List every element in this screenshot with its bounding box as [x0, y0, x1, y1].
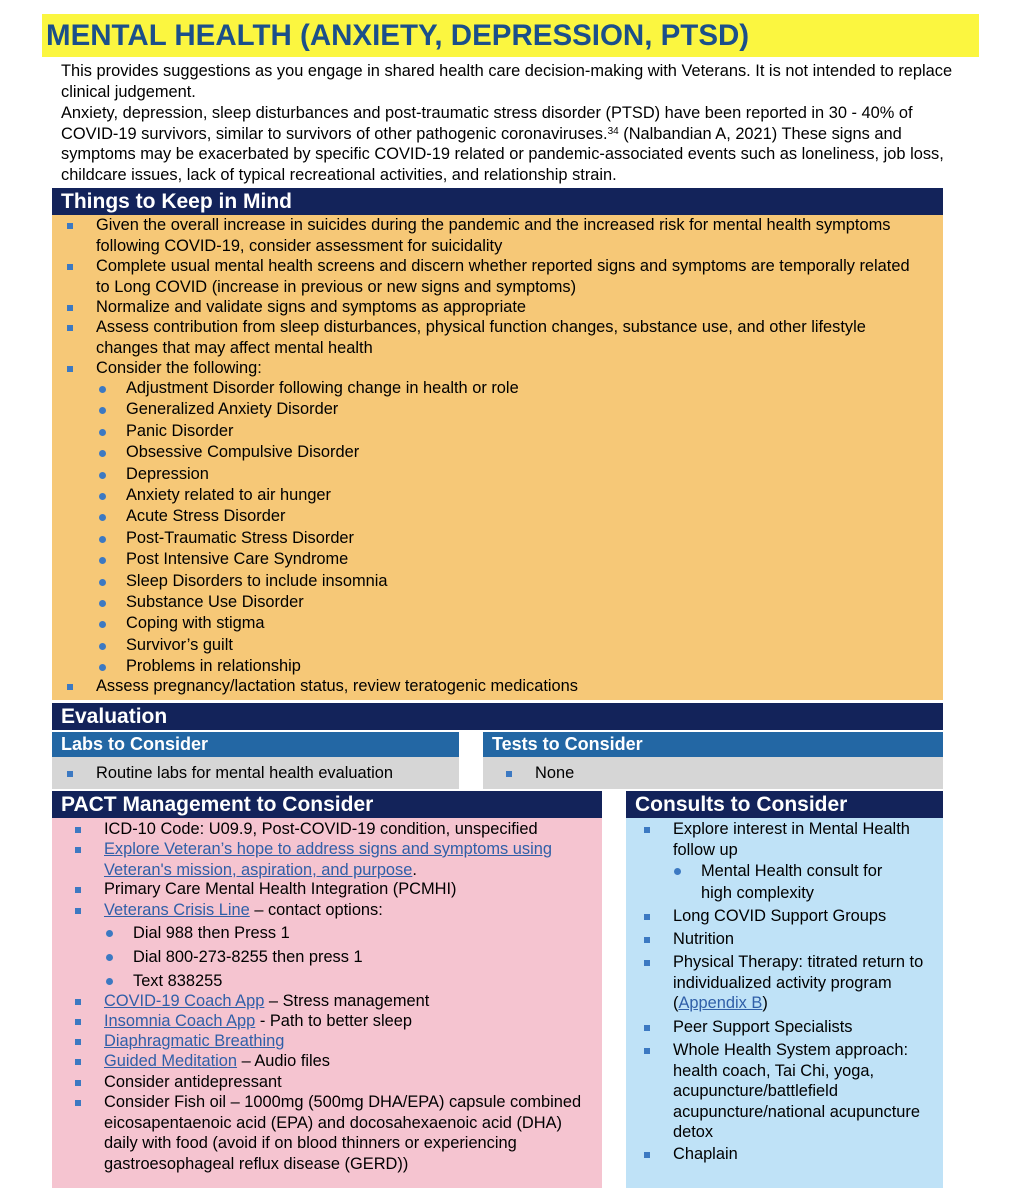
list-item: Nutrition	[673, 929, 931, 950]
list-item: Peer Support Specialists	[673, 1017, 931, 1038]
bullet-icon	[106, 978, 113, 985]
consider-item: Substance Use Disorder	[126, 592, 886, 613]
consider-item: Generalized Anxiety Disorder	[126, 399, 886, 420]
bullet-icon	[75, 887, 81, 893]
list-item: None	[535, 763, 915, 784]
bullet-icon	[99, 557, 106, 564]
bullet-icon	[99, 621, 106, 628]
list-item: Consider Fish oil – 1000mg (500mg DHA/EPA) capsule combined eicosapentaenoic acid (EPA) and docosahexaenoic acid (DHA) daily with food (avoid if on blood thinners or experiencing gastroesophageal reflux disease (GERD))	[104, 1092, 594, 1174]
consider-item: Problems in relationship	[126, 656, 886, 677]
pact-panel	[52, 818, 602, 1188]
bullet-icon	[644, 914, 650, 920]
bullet-icon	[99, 536, 106, 543]
list-item: Whole Health System approach: health coach, Tai Chi, yoga, acupuncture/battlefield acupuncture/national acupuncture detox	[673, 1040, 931, 1143]
list-item: Mental Health consult for high complexity	[701, 861, 911, 904]
bullet-icon	[99, 429, 106, 436]
intro-disclaimer: This provides suggestions as you engage in shared health care decision-making with Veterans. It is not intended to replace clinical judgement.	[61, 62, 953, 101]
consider-item: Post Intensive Care Syndrome	[126, 549, 886, 570]
bullet-icon	[67, 223, 73, 229]
list-item: Normalize and validate signs and symptoms as appropriate	[96, 297, 926, 318]
list-item: Consider the following:	[96, 358, 926, 379]
list-item: Veterans Crisis Line – contact options:	[104, 900, 594, 921]
bullet-icon	[644, 960, 650, 966]
explore-link[interactable]: Explore Veteran’s hope to address signs and symptoms using Veteran's mission, aspiration, and purpose	[104, 840, 552, 879]
consults-panel	[626, 818, 943, 1188]
consider-item: Sleep Disorders to include insomnia	[126, 571, 886, 592]
consider-item: Adjustment Disorder following change in health or role	[126, 378, 886, 399]
keep-in-mind-heading: Things to Keep in Mind	[52, 188, 943, 215]
consider-item: Obsessive Compulsive Disorder	[126, 442, 886, 463]
bullet-icon	[67, 684, 73, 690]
bullet-icon	[644, 937, 650, 943]
bullet-icon	[99, 386, 106, 393]
bullet-icon	[75, 999, 81, 1005]
list-item: Guided Meditation – Audio files	[104, 1051, 594, 1072]
tests-panel	[483, 757, 943, 789]
bullet-icon	[67, 325, 73, 331]
list-item: Chaplain	[673, 1144, 931, 1165]
bullet-icon	[99, 600, 106, 607]
list-item: Explore interest in Mental Health follow up	[673, 819, 931, 860]
bullet-icon	[75, 1059, 81, 1065]
list-item: Primary Care Mental Health Integration (PCMHI)	[104, 879, 594, 900]
list-item: Given the overall increase in suicides during the pandemic and the increased risk for mental health symptoms following COVID-19, consider assessment for suicidality	[96, 215, 926, 256]
consider-item: Survivor’s guilt	[126, 635, 886, 656]
bullet-icon	[644, 1025, 650, 1031]
bullet-icon	[75, 908, 81, 914]
bullet-icon	[99, 407, 106, 414]
labs-panel	[52, 757, 459, 789]
list-item: Long COVID Support Groups	[673, 906, 931, 927]
consider-item: Depression	[126, 464, 886, 485]
consider-item: Post-Traumatic Stress Disorder	[126, 528, 886, 549]
list-item: Complete usual mental health screens and discern whether reported signs and symptoms are temporally related to Long COVID (increase in previous or new signs and symptoms)	[96, 256, 926, 297]
list-item: Routine labs for mental health evaluation	[96, 763, 446, 784]
evaluation-heading: Evaluation	[52, 703, 943, 730]
bullet-icon	[644, 827, 650, 833]
list-item	[104, 1031, 594, 1052]
tests-heading: Tests to Consider	[483, 732, 943, 757]
bullet-icon	[106, 954, 113, 961]
bullet-icon	[67, 264, 73, 270]
bullet-icon	[99, 643, 106, 650]
keep-in-mind-panel	[52, 215, 943, 700]
bullet-icon	[99, 493, 106, 500]
bullet-icon	[106, 930, 113, 937]
list-item: COVID-19 Coach App – Stress management	[104, 991, 594, 1012]
bullet-icon	[99, 664, 106, 671]
list-item: ICD-10 Code: U09.9, Post-COVID-19 condition, unspecified	[104, 819, 594, 840]
bullet-icon	[75, 1019, 81, 1025]
bullet-icon	[75, 847, 81, 853]
bullet-icon	[99, 472, 106, 479]
bullet-icon	[99, 579, 106, 586]
list-item: Insomnia Coach App - Path to better sleep	[104, 1011, 594, 1032]
insomnia-coach-app-link[interactable]: Insomnia Coach App	[104, 1012, 256, 1030]
bullet-icon	[67, 366, 73, 372]
list-item: Text 838255	[133, 970, 573, 994]
bullet-icon	[75, 1039, 81, 1045]
list-item: Explore Veteran’s hope to address signs and symptoms using Veteran's mission, aspiration, and purpose.	[104, 839, 594, 880]
bullet-icon	[67, 771, 73, 777]
list-item: Dial 988 then Press 1	[133, 922, 573, 946]
intro-paragraph: Anxiety, depression, sleep disturbances and post-traumatic stress disorder (PTSD) have been reported in 30 - 40% of COVID-19 survivors, similar to survivors of other pathogenic coronaviruses.$^{34}$ (Nalbandian A, 2021) These signs and symptoms may be exacerbated by specific COVID-19 related or pandemic-associated events such as loneliness, job loss, childcare issues, lack of typical recreational activities, and relationship strain.	[61, 104, 944, 184]
bullet-icon	[67, 305, 73, 311]
covid-coach-app-link[interactable]: COVID-19 Coach App	[104, 992, 265, 1010]
consults-heading: Consults to Consider	[626, 791, 943, 818]
bullet-icon	[75, 1080, 81, 1086]
consider-item: Panic Disorder	[126, 421, 886, 442]
pact-heading: PACT Management to Consider	[52, 791, 602, 818]
bullet-icon	[99, 450, 106, 457]
bullet-icon	[644, 1048, 650, 1054]
consider-item: Anxiety related to air hunger	[126, 485, 886, 506]
guided-meditation-link[interactable]: Guided Meditation	[104, 1052, 238, 1070]
bullet-icon	[75, 1100, 81, 1106]
consider-item: Coping with stigma	[126, 613, 886, 634]
list-item: Dial 800-273-8255 then press 1	[133, 946, 573, 970]
bullet-icon	[674, 868, 681, 875]
list-item: Physical Therapy: titrated return to individualized activity program (Appendix B)	[673, 952, 931, 1014]
labs-heading: Labs to Consider	[52, 732, 459, 757]
page-title: MENTAL HEALTH (ANXIETY, DEPRESSION, PTSD)	[46, 19, 750, 52]
consider-item: Acute Stress Disorder	[126, 506, 886, 527]
list-item: Consider antidepressant	[104, 1072, 594, 1093]
bullet-icon	[644, 1152, 650, 1158]
diaphragmatic-breathing-link[interactable]: Diaphragmatic Breathing	[104, 1032, 285, 1050]
list-item: Assess contribution from sleep disturbances, physical function changes, substance use, and other lifestyle changes that may affect mental health	[96, 317, 926, 358]
veterans-crisis-line-link[interactable]: Veterans Crisis Line	[104, 901, 250, 919]
bullet-icon	[75, 827, 81, 833]
list-item: Assess pregnancy/lactation status, review teratogenic medications	[96, 676, 926, 697]
bullet-icon	[99, 514, 106, 521]
appendix-b-link[interactable]: Appendix B	[678, 994, 763, 1013]
bullet-icon	[506, 771, 512, 777]
